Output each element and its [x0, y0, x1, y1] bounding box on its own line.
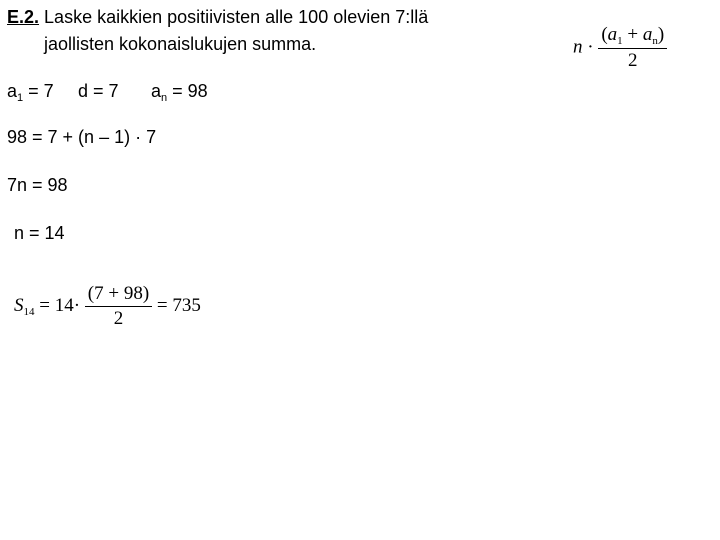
sum-s: S — [14, 294, 24, 316]
given-a1-sub: 1 — [17, 92, 24, 104]
formula-dot: · — [587, 36, 594, 58]
formula-fraction — [598, 24, 667, 72]
sum-fraction-bar — [85, 306, 152, 307]
formula-numerator — [598, 24, 667, 47]
given-an — [151, 80, 208, 109]
given-an-sub: n — [161, 92, 168, 104]
formula-fraction-bar — [598, 48, 667, 49]
step-equation-2: 7n = 98 — [7, 175, 68, 195]
formula-n: n — [573, 36, 583, 58]
given-a1-value: = 7 — [23, 81, 54, 101]
formula-denominator: 2 — [628, 50, 638, 71]
formula-a1-sub: 1 — [617, 35, 623, 47]
sum-numerator: (7 + 98) — [87, 283, 150, 304]
task-text-line1: Laske kaikkien positiivisten alle 100 olevien 7:llä — [44, 7, 429, 27]
formula-a1: a — [607, 24, 618, 45]
given-d: d = 7 — [78, 81, 119, 101]
formula-an-sub: n — [652, 35, 658, 47]
sum-result: 735 — [172, 294, 201, 316]
task-text-line2: jaollisten kokonaislukujen summa. — [44, 34, 317, 54]
sum-denominator: 2 — [113, 308, 124, 329]
sum-dot: · — [73, 294, 81, 316]
formula-close-paren: ) — [657, 24, 665, 45]
sum-equals-2: = — [156, 294, 168, 316]
given-an-base: a — [151, 81, 162, 101]
task-label: E.2. — [7, 7, 40, 27]
given-a1 — [7, 80, 54, 109]
sum-fraction — [85, 283, 152, 330]
sum-equals-1: = — [39, 294, 50, 316]
sum-factor: 14 — [54, 294, 74, 316]
final-sum — [14, 283, 201, 330]
step-equation-1: 98 = 7 + (n – 1) · 7 — [7, 127, 157, 147]
sum-formula — [573, 24, 667, 72]
given-a1-base: a — [7, 81, 18, 101]
formula-an: a — [642, 24, 653, 45]
formula-plus: + — [627, 24, 639, 45]
step-equation-3: n = 14 — [14, 223, 65, 243]
sum-s-sub: 14 — [23, 305, 35, 318]
given-an-value: = 98 — [167, 81, 208, 101]
task-heading — [7, 6, 428, 28]
formula-open-paren: ( — [601, 24, 608, 45]
